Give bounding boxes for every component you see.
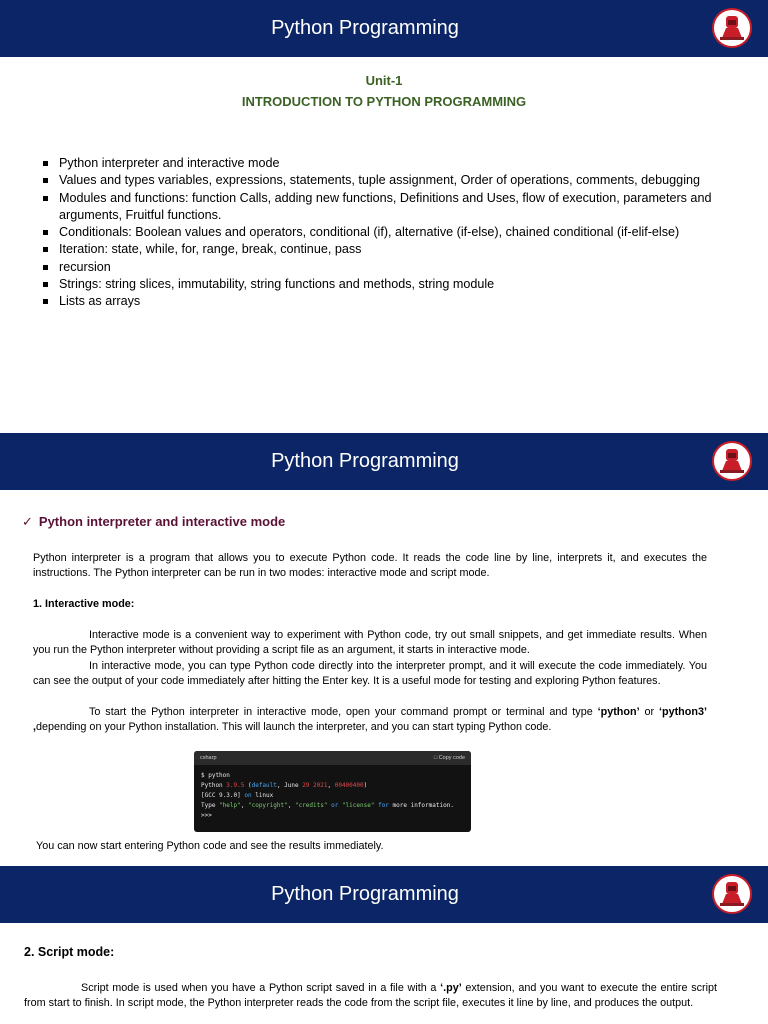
command-python: ‘python’ <box>597 706 640 718</box>
list-item: Strings: string slices, immutability, string functions and methods, string module <box>0 276 740 293</box>
command-python3: ‘python3’ , <box>33 706 707 734</box>
list-item: Values and types variables, expressions, statements, tuple assignment, Order of operations, comments, debugging <box>0 172 740 189</box>
slide-header <box>0 433 768 490</box>
paragraph-text: Script mode is used when you have a Python script saved in a file with a <box>81 982 441 994</box>
paragraph-text: depending on your Python installation. This will launch the interpreter, and you can start typing Python code. <box>36 721 552 734</box>
after-code-text: You can now start entering Python code and see the results immediately. <box>36 840 384 852</box>
bca-expert-logo-icon <box>712 441 752 481</box>
paragraph <box>33 705 707 736</box>
checkmark-icon: ✓ <box>22 514 33 529</box>
code-line: $ python <box>201 772 230 779</box>
slide-header <box>0 0 768 57</box>
bca-expert-logo-icon <box>712 874 752 914</box>
bca-expert-logo-icon <box>712 8 752 48</box>
list-item: recursion <box>0 259 740 276</box>
code-block <box>194 751 471 832</box>
topic-list <box>0 155 740 311</box>
code-lines <box>194 765 471 827</box>
py-extension: ‘.py’ <box>440 982 462 994</box>
header-title: Python Programming <box>271 17 459 39</box>
code-language: csharp <box>200 755 217 761</box>
header-title: Python Programming <box>271 883 459 905</box>
unit-title: INTRODUCTION TO PYTHON PROGRAMMING <box>241 94 527 109</box>
copy-code-button[interactable]: □ Copy code <box>433 755 465 761</box>
list-item: Iteration: state, while, for, range, break, continue, pass <box>0 241 740 258</box>
code-block-header <box>194 751 471 765</box>
header-title: Python Programming <box>271 450 459 472</box>
paragraph <box>24 981 717 1012</box>
code-line: Python 3.9.5 (default, June 29 2021, 00400400) <box>201 782 368 789</box>
paragraph <box>33 659 707 690</box>
section-heading <box>22 514 285 530</box>
code-line: Type "help", "copyright", "credits" or "license" for more information. <box>201 802 454 809</box>
intro-paragraph: Python interpreter is a program that allows you to execute Python code. It reads the code line by line, interprets it, and executes the instructions. The Python interpreter can be run in two modes: interactive mode and script mode. <box>33 552 707 580</box>
slide-header <box>0 866 768 923</box>
list-item: Modules and functions: function Calls, adding new functions, Definitions and Uses, flow of execution, parameters and arguments, Fruitful functions. <box>0 190 740 225</box>
paragraph-text: or <box>639 706 659 718</box>
paragraph-text: To start the Python interpreter in interactive mode, open your command prompt or terminal and type <box>89 706 598 718</box>
paragraph-text: In interactive mode, you can type Python code directly into the interpreter prompt, and it will execute the code immediately. You can see the output of your code immediately after hitting the Enter key. It is a useful mode for testing and exploring Python features. <box>33 660 707 688</box>
paragraph-text: Interactive mode is a convenient way to experiment with Python code, try out small snippets, and get immediate results. When you run the Python interpreter without providing a script file as an argument, it starts in interactive mode. <box>33 629 707 657</box>
code-line: [GCC 9.3.0] on linux <box>201 792 274 799</box>
interactive-mode-heading: 1. Interactive mode: <box>33 598 135 610</box>
code-line: >>> <box>201 812 212 819</box>
section-heading-text: Python interpreter and interactive mode <box>38 514 286 529</box>
paragraph <box>33 628 707 659</box>
list-item: Conditionals: Boolean values and operators, conditional (if), alternative (if-else), chained conditional (if-elif-else) <box>0 224 740 241</box>
unit-label: Unit-1 <box>365 73 403 88</box>
list-item: Python interpreter and interactive mode <box>0 155 740 172</box>
script-mode-heading: 2. Script mode: <box>24 945 115 959</box>
paragraph-text: extension, and you want to execute the entire script from start to finish. In script mode, the Python interpreter reads the code from the script file, executes it line by line, and produces the output. <box>24 982 717 1010</box>
copy-code-label: Copy code <box>438 755 465 761</box>
list-item: Lists as arrays <box>0 293 740 310</box>
